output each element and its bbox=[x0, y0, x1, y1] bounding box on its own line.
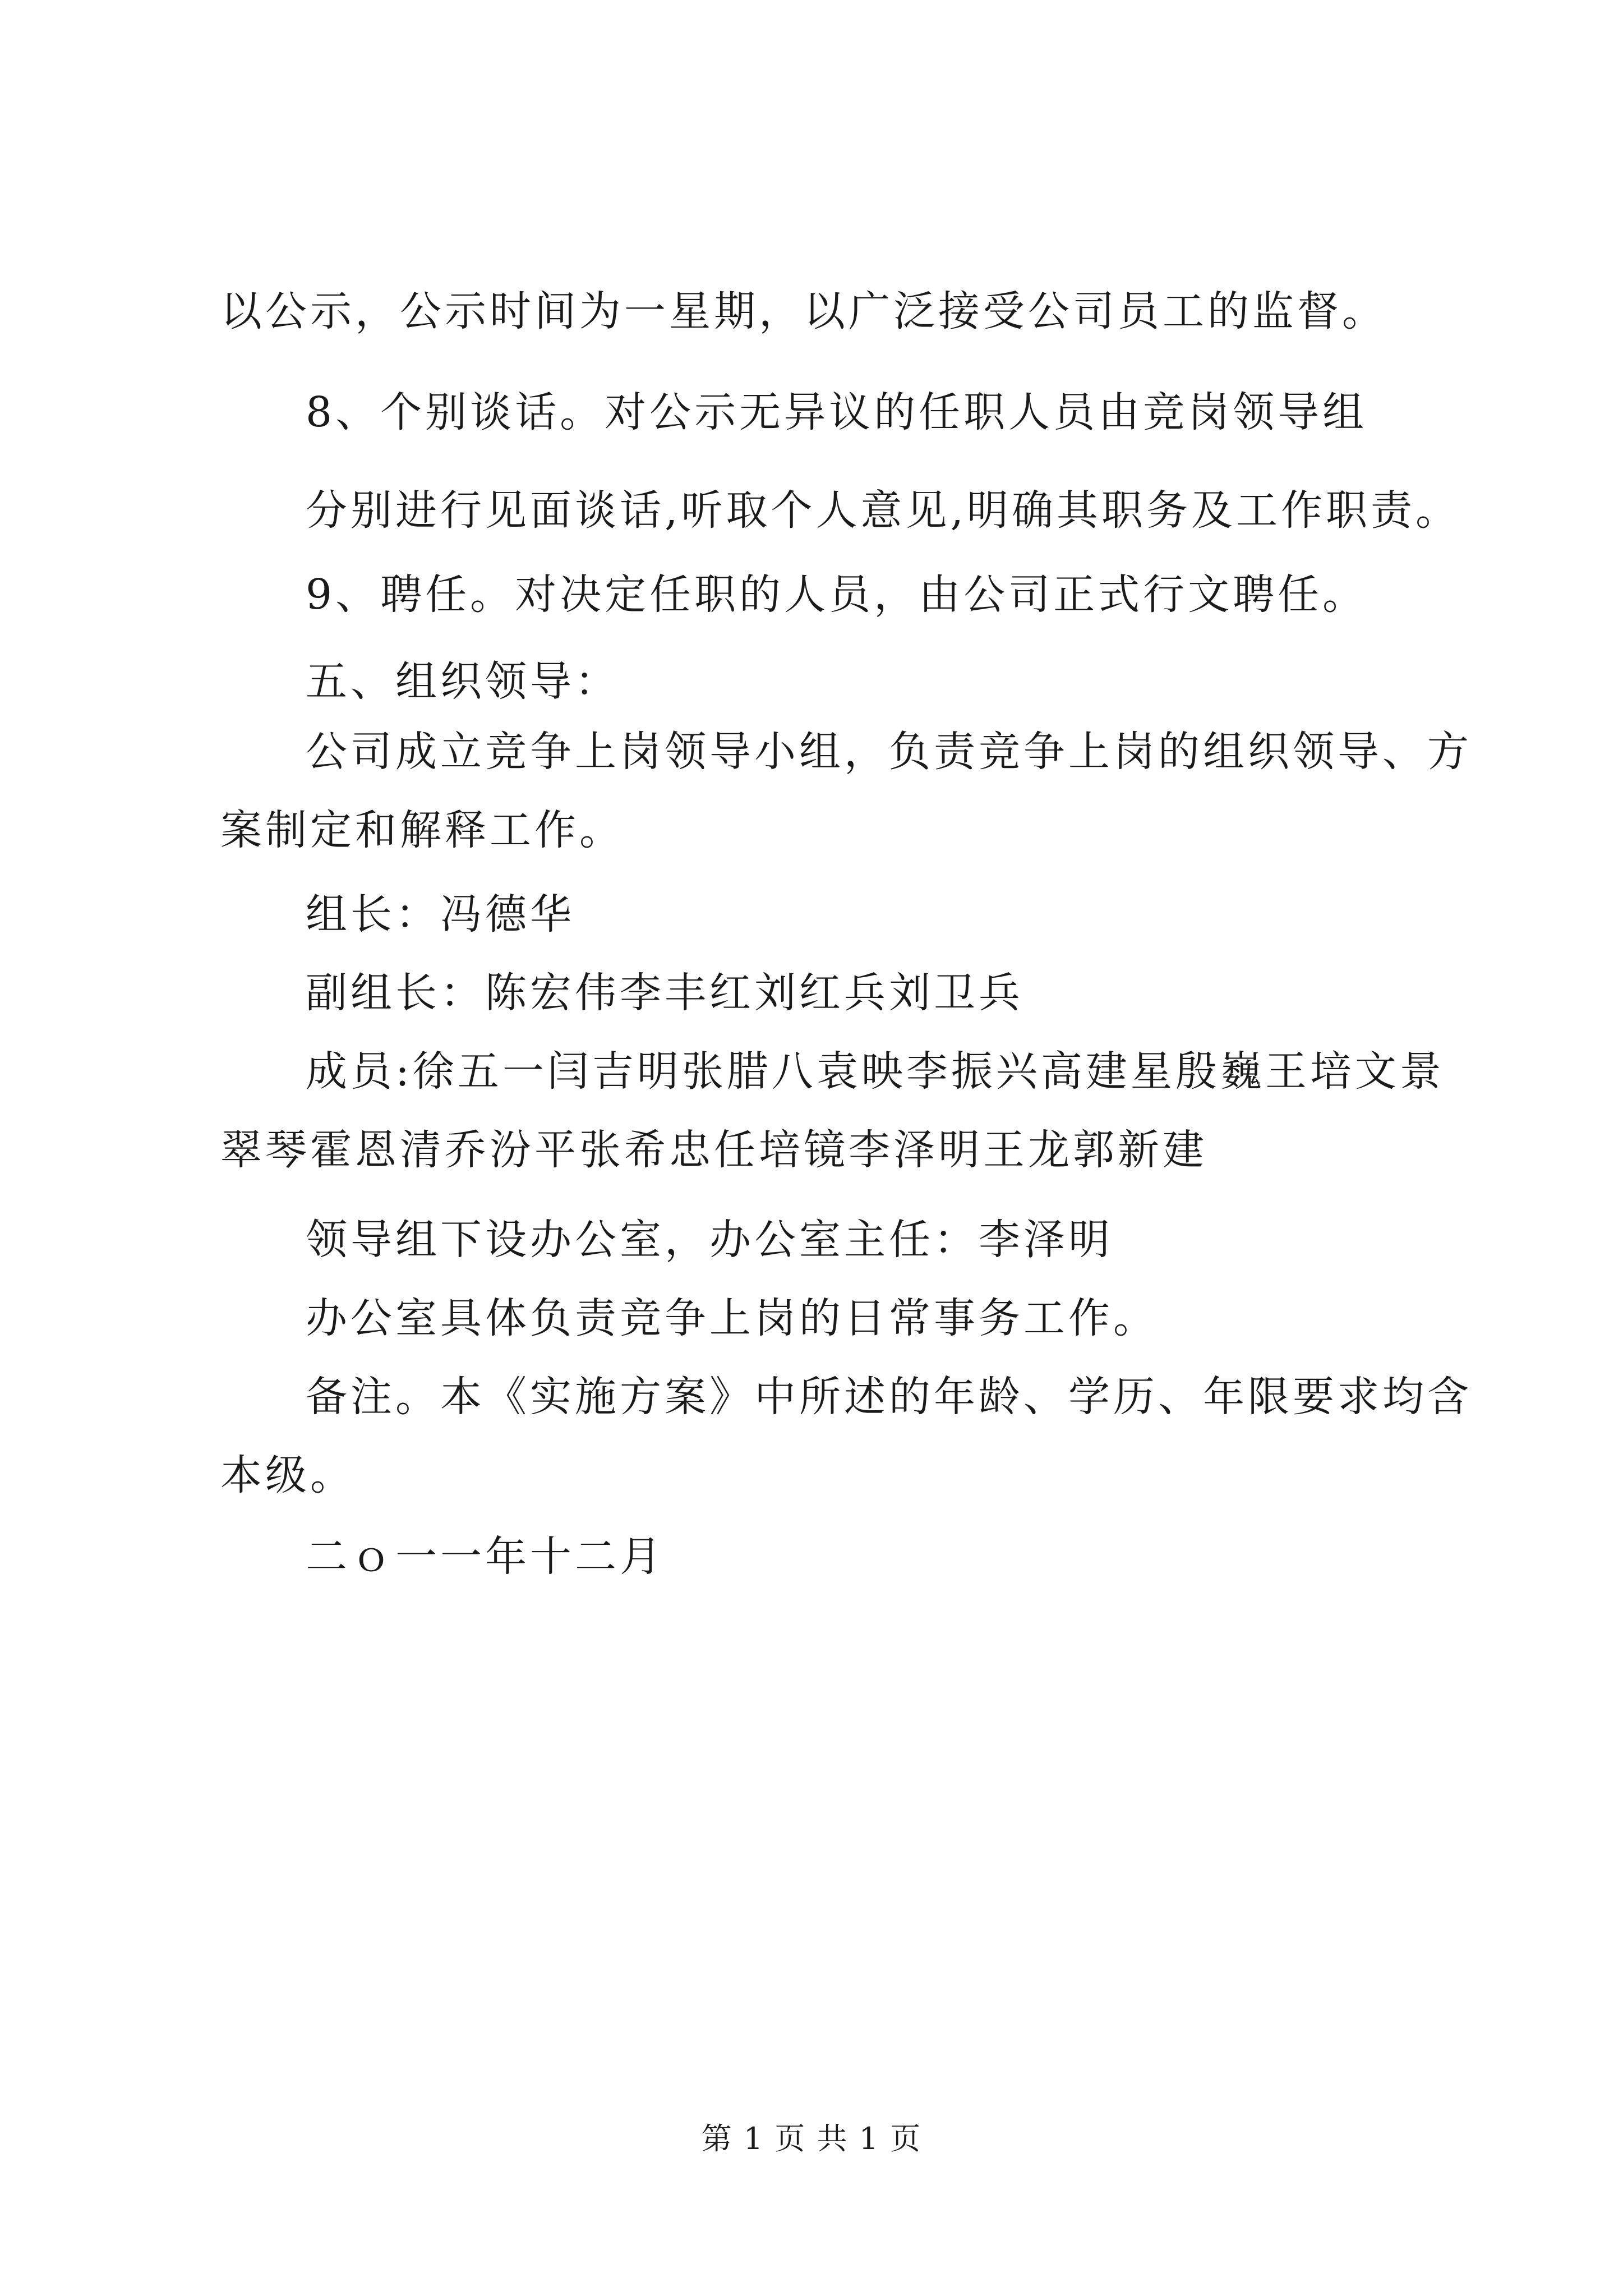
office-line-1: 领导组下设办公室，办公室主任：李泽明 bbox=[306, 1216, 1113, 1264]
members-line-2: 翠琴霍恩清乔汾平张希忠任培镜李泽明王龙郭新建 bbox=[220, 1126, 1207, 1174]
section-heading: 五、组织领导： bbox=[306, 657, 620, 706]
remark-line-1: 备注。本《实施方案》中所述的年龄、学历、年限要求均含 bbox=[306, 1373, 1472, 1421]
body-line-4: 9、聘任。对决定任职的人员，由公司正式行文聘任。 bbox=[306, 570, 1368, 619]
page-number-footer: 第 1 页 共 1 页 bbox=[701, 2121, 922, 2156]
body-line-7: 案制定和解释工作。 bbox=[220, 806, 624, 854]
body-line-1: 以公示，公示时间为一星期，以广泛接受公司员工的监督。 bbox=[220, 287, 1387, 335]
deputy-leader-line: 副组长：陈宏伟李丰红刘红兵刘卫兵 bbox=[306, 969, 1023, 1017]
office-line-2: 办公室具体负责竞争上岗的日常事务工作。 bbox=[306, 1294, 1158, 1342]
body-line-6: 公司成立竞争上岗领导小组，负责竞争上岗的组织领导、方 bbox=[306, 728, 1472, 776]
date-line: 二ｏ一一年十二月 bbox=[306, 1533, 665, 1581]
remark-line-2: 本级。 bbox=[220, 1451, 355, 1499]
body-line-3: 分别进行见面谈话,听取个人意见,明确其职务及工作职责。 bbox=[306, 486, 1461, 535]
leader-line: 组长：冯德华 bbox=[306, 890, 575, 938]
members-line-1: 成员:徐五一闫吉明张腊八袁映李振兴高建星殷巍王培文景 bbox=[306, 1047, 1445, 1096]
body-line-2: 8、个别谈话。对公示无异议的任职人员由竞岗领导组 bbox=[306, 388, 1368, 436]
